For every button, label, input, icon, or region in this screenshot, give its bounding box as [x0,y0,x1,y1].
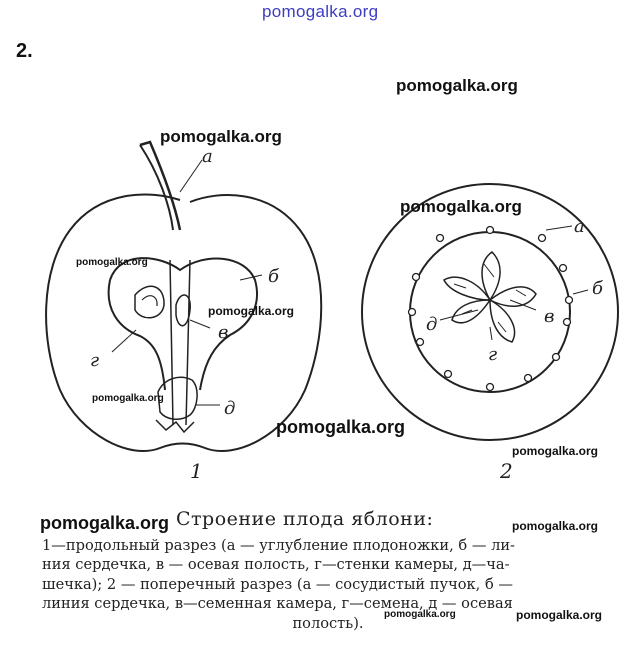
watermark: pomogalka.org [396,76,518,95]
label-a: а [574,216,585,237]
label-b: б [268,266,279,287]
watermark: pomogalka.org [516,608,603,622]
label-g: г [90,350,100,371]
figure-number: 2 [500,459,513,483]
label-a: а [202,146,213,167]
caption-line: ния сердечка, в — осевая полость, г—стенки камеры, д—ча- [42,556,510,574]
figure-number: 1 [190,459,203,483]
label-g: г [488,344,498,365]
label-d: д [426,314,438,335]
watermark: pomogalka.org [276,417,406,437]
watermark: pomogalka.org [512,444,599,458]
caption-line: линия сердечка, в—семенная камера, г—семена, д — осевая [42,595,513,613]
label-v: в [218,322,229,343]
watermark: pomogalka.org [40,513,170,533]
watermark: pomogalka.org [160,127,282,146]
task-number: 2. [16,40,33,62]
watermark: pomogalka.org [76,257,148,268]
caption-line: шечка); 2 — поперечный разрез (а — сосудистый пучок, б — [42,575,513,593]
watermark: pomogalka.org [208,304,295,318]
watermark: pomogalka.org [512,519,599,533]
label-d: д [224,398,236,419]
caption-line: 1—продольный разрез (а — углубление плодоножки, б — ли- [42,537,515,554]
watermark: pomogalka.org [92,393,164,404]
label-v: в [544,306,555,327]
label-b: б [592,278,603,299]
watermark: pomogalka.org [400,197,522,216]
caption-line: полость). [292,614,364,632]
watermark: pomogalka.org [384,609,456,620]
site-link[interactable]: pomogalka.org [262,2,379,21]
caption-title: Строение плода яблони: [176,508,434,530]
